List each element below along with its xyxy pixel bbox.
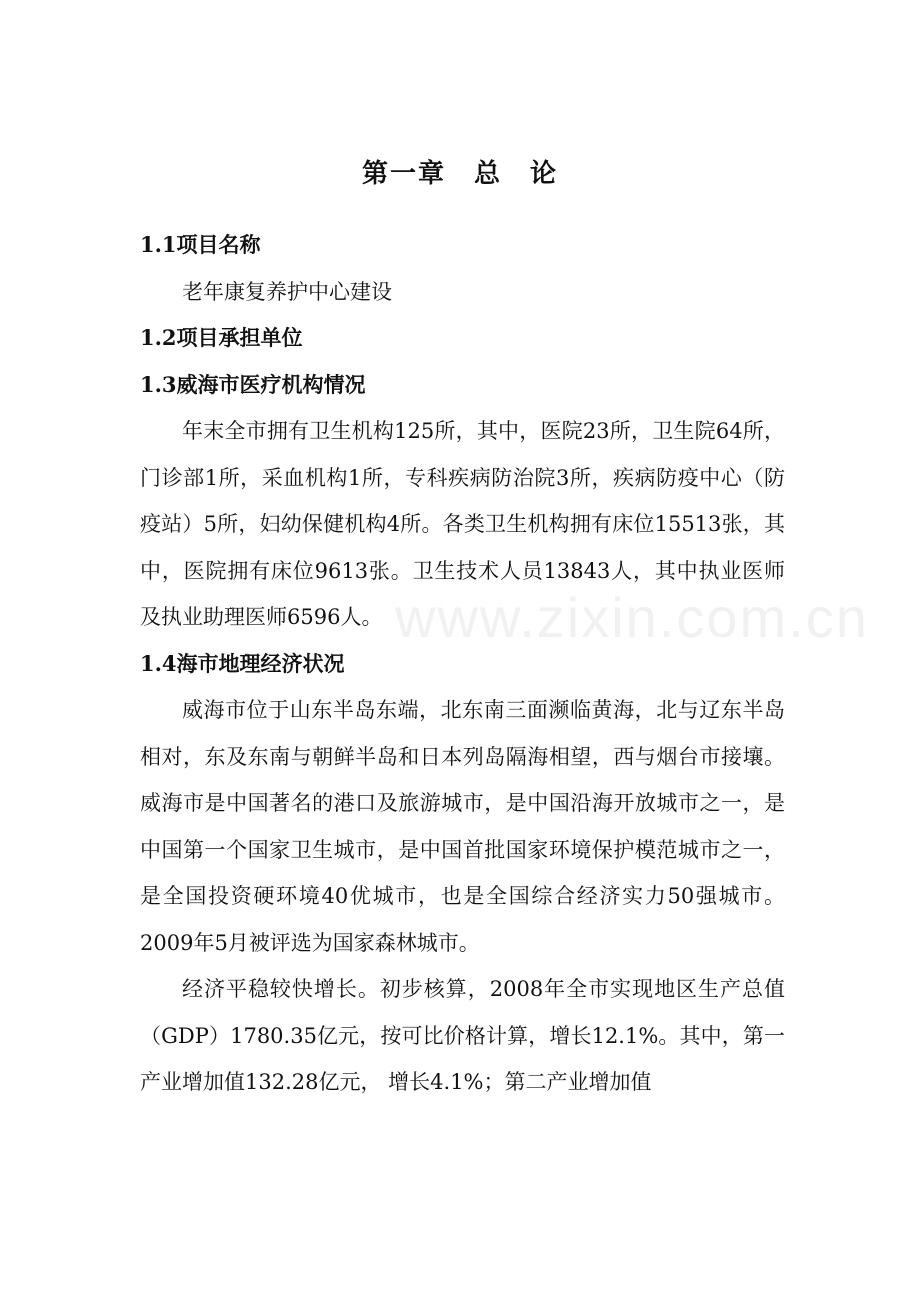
section-heading-1-1: 1.1项目名称 <box>140 232 261 257</box>
document-body <box>140 222 785 1106</box>
medical-institutions-paragraph: 年末全市拥有卫生机构125所，其中，医院23所，卫生院64所，门诊部1所，采血机构1所，专科疾病防治院3所，疾病防疫中心（防疫站）5所，妇幼保健机构4所。各类卫生机构拥有床位15513张，其中，医院拥有床位9613张。卫生技术人员13843人，其中执业医师及执业助理医师6596人。 <box>140 419 785 629</box>
section-heading-1-3: 1.3威海市医疗机构情况 <box>140 371 366 397</box>
geography-paragraph: 威海市位于山东半岛东端，北东南三面濒临黄海，北与辽东半岛相对，东及东南与朝鲜半岛和日本列岛隔海相望，西与烟台市接壤。 威海市是中国著名的港口及旅游城市，是中国沿海开放城市之一，是中国第一个国家卫生城市，是中国首批国家环境保护模范城市之一，是全国投资硬环境40优城市，也是全国综合经济实力50强城市。 2009年5月被评选为国家森林城市。 <box>140 698 785 955</box>
watermark-text: www.zixin.com.cn <box>395 586 869 649</box>
project-name-paragraph: 老年康复养护中心建设 <box>182 279 392 304</box>
section-heading-1-2: 1.2项目承担单位 <box>140 325 303 350</box>
section-heading-1-4: 1.4海市地理经济状况 <box>140 650 345 676</box>
economy-paragraph: 经济平稳较快增长。初步核算，2008年全市实现地区生产总值（GDP）1780.35亿元，按可比价格计算，增长12.1%。其中，第一产业增加值132.28亿元， 增长4.1%；第二产业增加值 <box>140 977 785 1094</box>
chapter-title: 第一章 总 论 <box>361 159 558 189</box>
